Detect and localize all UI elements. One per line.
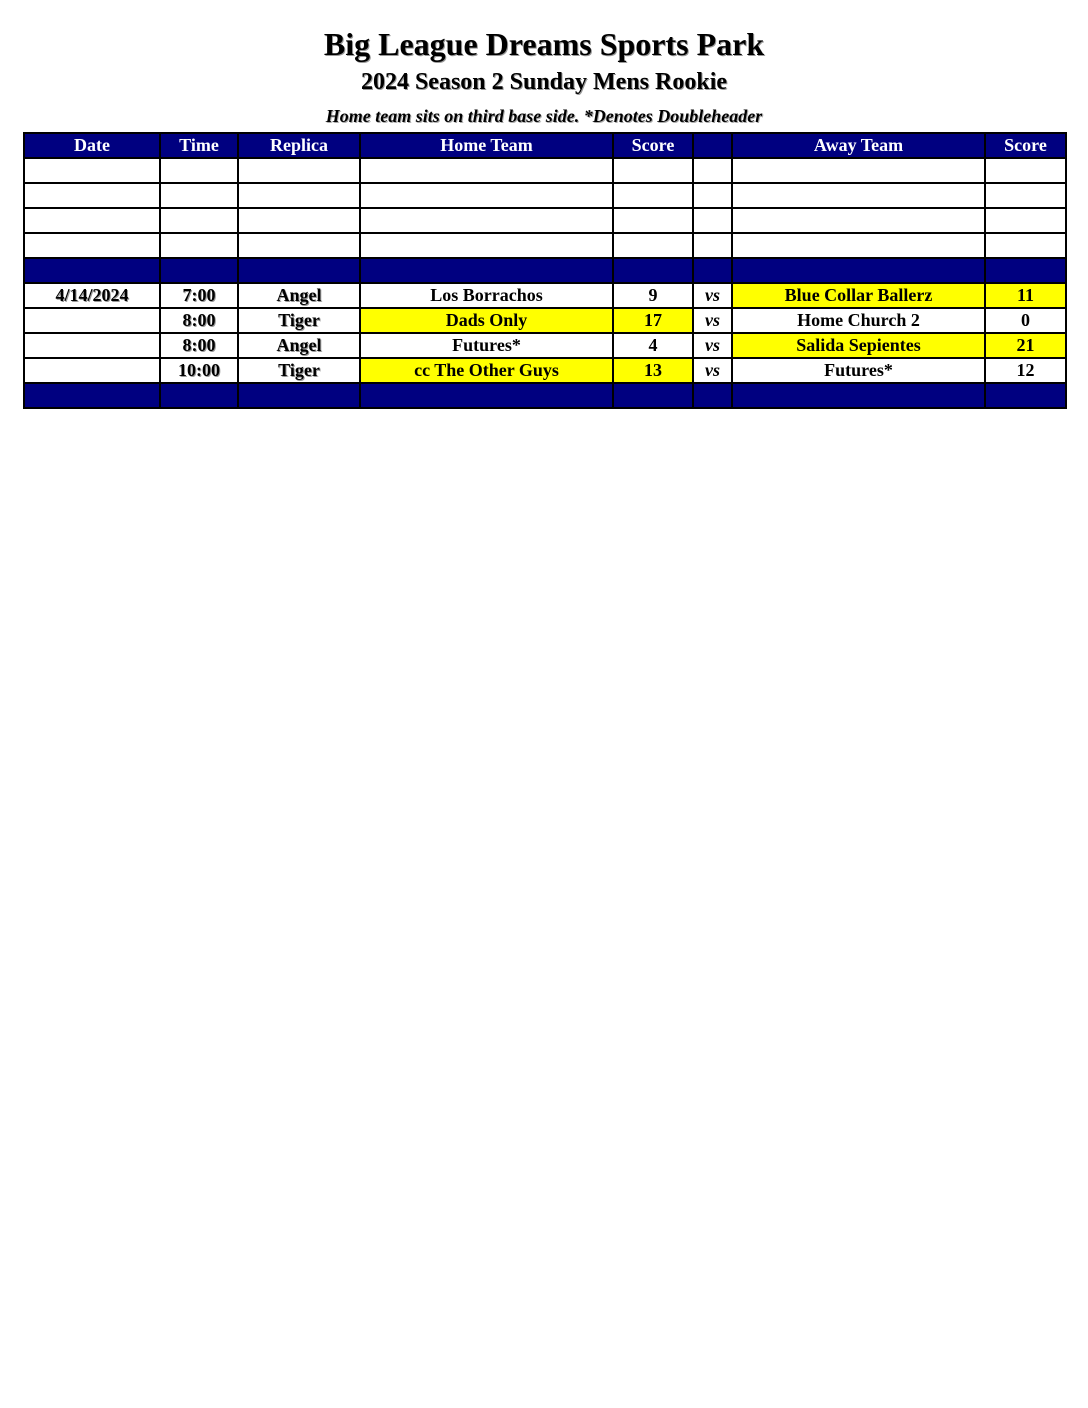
game-replica: Angel xyxy=(238,333,360,358)
header-vs xyxy=(693,133,732,158)
band-cell xyxy=(238,258,360,283)
empty-cell xyxy=(985,233,1066,258)
game-time: 8:00 xyxy=(160,333,238,358)
game-row xyxy=(24,308,1066,333)
vs-label: vs xyxy=(693,283,732,308)
empty-cell xyxy=(360,158,613,183)
band-cell xyxy=(360,258,613,283)
header-home-score: Score xyxy=(613,133,693,158)
empty-cell xyxy=(24,233,160,258)
empty-row xyxy=(24,183,1066,208)
empty-cell xyxy=(613,233,693,258)
away-score: 11 xyxy=(985,283,1066,308)
empty-cell xyxy=(613,208,693,233)
vs-label: vs xyxy=(693,333,732,358)
empty-cell xyxy=(24,183,160,208)
header-row xyxy=(24,133,1066,158)
empty-cell xyxy=(693,158,732,183)
empty-cell xyxy=(360,208,613,233)
empty-cell xyxy=(732,208,985,233)
game-row xyxy=(24,283,1066,308)
away-team: Futures* xyxy=(732,358,985,383)
empty-row xyxy=(24,233,1066,258)
game-time: 8:00 xyxy=(160,308,238,333)
band-cell xyxy=(613,383,693,408)
game-replica: Tiger xyxy=(238,358,360,383)
away-score: 0 xyxy=(985,308,1066,333)
empty-cell xyxy=(160,208,238,233)
page-subtitle: 2024 Season 2 Sunday Mens Rookie xyxy=(360,69,728,95)
header-home-team: Home Team xyxy=(360,133,613,158)
band-cell xyxy=(693,258,732,283)
home-score: 17 xyxy=(613,308,693,333)
band-cell xyxy=(160,258,238,283)
band-cell xyxy=(732,383,985,408)
band-cell xyxy=(360,383,613,408)
empty-row xyxy=(24,208,1066,233)
empty-cell xyxy=(732,233,985,258)
game-replica: Angel xyxy=(238,283,360,308)
band-cell xyxy=(985,258,1066,283)
vs-label: vs xyxy=(693,308,732,333)
empty-cell xyxy=(985,208,1066,233)
away-team: Blue Collar Ballerz xyxy=(732,283,985,308)
home-team: Dads Only xyxy=(360,308,613,333)
band-cell xyxy=(238,383,360,408)
band-cell xyxy=(160,383,238,408)
empty-cell xyxy=(238,158,360,183)
away-team: Home Church 2 xyxy=(732,308,985,333)
game-date: 4/14/2024 xyxy=(24,283,160,308)
empty-cell xyxy=(160,183,238,208)
game-date xyxy=(24,333,160,358)
band-cell xyxy=(613,258,693,283)
empty-cell xyxy=(985,183,1066,208)
empty-cell xyxy=(360,183,613,208)
empty-cell xyxy=(732,158,985,183)
empty-cell xyxy=(360,233,613,258)
home-team: cc The Other Guys xyxy=(360,358,613,383)
game-time: 7:00 xyxy=(160,283,238,308)
header-date: Date xyxy=(24,133,160,158)
empty-cell xyxy=(238,183,360,208)
empty-cell xyxy=(238,233,360,258)
game-date xyxy=(24,308,160,333)
empty-cell xyxy=(160,233,238,258)
away-team: Salida Sepientes xyxy=(732,333,985,358)
home-team: Futures* xyxy=(360,333,613,358)
empty-cell xyxy=(693,183,732,208)
game-replica: Tiger xyxy=(238,308,360,333)
schedule-note: Home team sits on third base side. *Denotes Doubleheader xyxy=(325,106,763,126)
band-cell xyxy=(732,258,985,283)
away-score: 12 xyxy=(985,358,1066,383)
band-cell xyxy=(693,383,732,408)
header-time: Time xyxy=(160,133,238,158)
empty-row xyxy=(24,158,1066,183)
header-away-team: Away Team xyxy=(732,133,985,158)
empty-cell xyxy=(613,183,693,208)
schedule-table xyxy=(23,132,1067,409)
home-score: 4 xyxy=(613,333,693,358)
empty-cell xyxy=(613,158,693,183)
home-team: Los Borrachos xyxy=(360,283,613,308)
divider-band xyxy=(24,258,1066,283)
band-cell xyxy=(24,258,160,283)
game-time: 10:00 xyxy=(160,358,238,383)
empty-cell xyxy=(985,158,1066,183)
footer-band xyxy=(24,383,1066,408)
empty-cell xyxy=(24,158,160,183)
empty-cell xyxy=(238,208,360,233)
header-replica: Replica xyxy=(238,133,360,158)
header-away-score: Score xyxy=(985,133,1066,158)
empty-cell xyxy=(24,208,160,233)
page-title: Big League Dreams Sports Park xyxy=(323,26,765,62)
home-score: 13 xyxy=(613,358,693,383)
game-row xyxy=(24,333,1066,358)
vs-label: vs xyxy=(693,358,732,383)
empty-cell xyxy=(693,208,732,233)
band-cell xyxy=(985,383,1066,408)
game-row xyxy=(24,358,1066,383)
empty-cell xyxy=(732,183,985,208)
band-cell xyxy=(24,383,160,408)
home-score: 9 xyxy=(613,283,693,308)
empty-cell xyxy=(160,158,238,183)
game-date xyxy=(24,358,160,383)
away-score: 21 xyxy=(985,333,1066,358)
empty-cell xyxy=(693,233,732,258)
